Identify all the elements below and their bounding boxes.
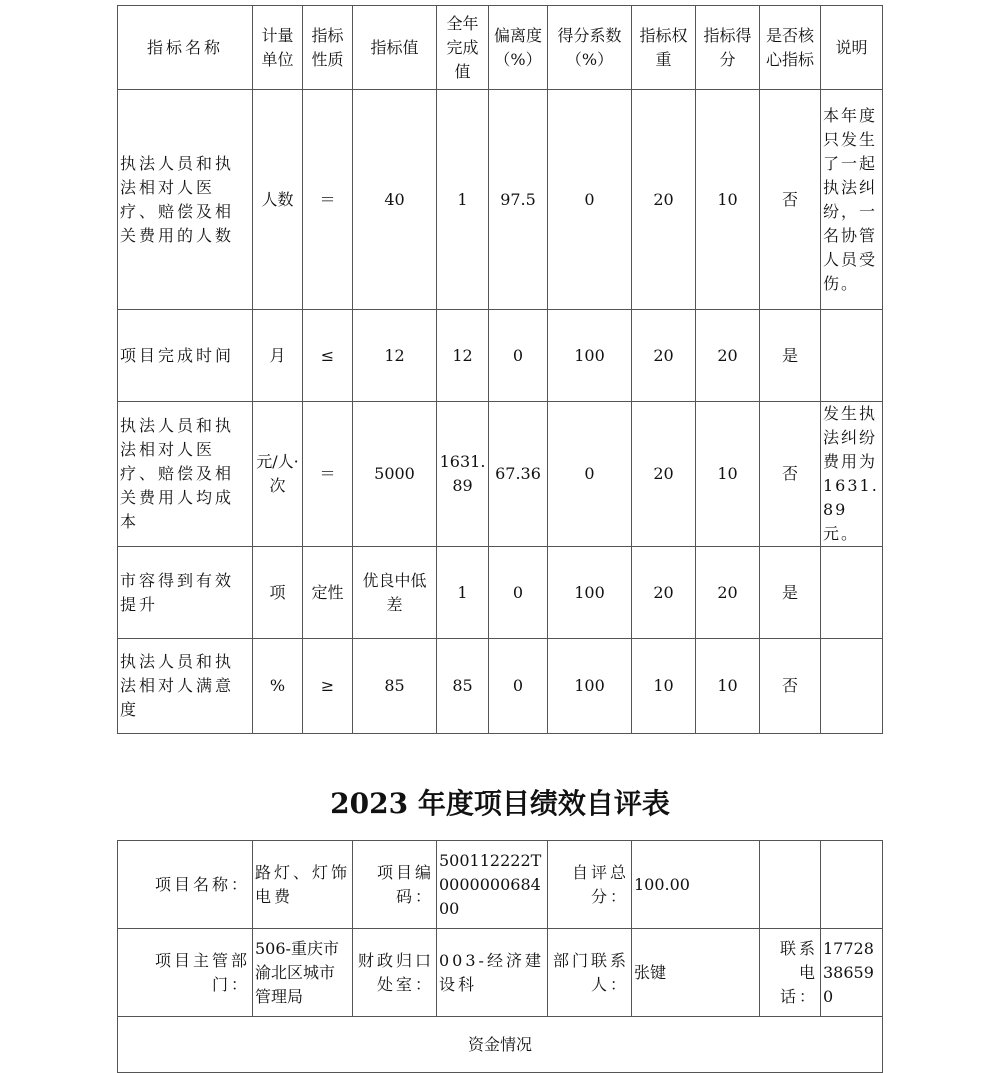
score-cell: 10 <box>696 90 760 310</box>
project-name-value: 路灯、灯饰电费 <box>253 841 353 929</box>
target-value-cell: 85 <box>353 639 437 734</box>
header-unit: 计量单位 <box>253 6 303 90</box>
finance-office-label: 财政归口处室： <box>353 929 437 1017</box>
department-label: 项目主管部门： <box>118 929 253 1017</box>
table-row <box>118 547 883 639</box>
phone-label: 联系电话： <box>760 929 821 1017</box>
note-cell <box>821 639 883 734</box>
funds-heading-row <box>118 1017 883 1073</box>
actual-value-cell: 1631.89 <box>437 402 489 547</box>
table-row <box>118 310 883 402</box>
indicator-name-cell: 执法人员和执法相对人医疗、赔偿及相关费用人均成本 <box>118 402 253 547</box>
unit-cell: 元/人·次 <box>253 402 303 547</box>
table-row <box>118 90 883 310</box>
core-indicator-cell: 否 <box>760 90 821 310</box>
table-row <box>118 639 883 734</box>
header-score-coefficient: 得分系数（%） <box>548 6 632 90</box>
project-info-table <box>117 840 883 1073</box>
actual-value-cell: 12 <box>437 310 489 402</box>
header-target-value: 指标值 <box>353 6 437 90</box>
finance-office-value: 003-经济建设科 <box>437 929 548 1017</box>
actual-value-cell: 85 <box>437 639 489 734</box>
score-cell: 20 <box>696 547 760 639</box>
header-score: 指标得分 <box>696 6 760 90</box>
project-code-label: 项目编码： <box>353 841 437 929</box>
unit-cell: 月 <box>253 310 303 402</box>
project-code-value: 500112222T000000068400 <box>437 841 548 929</box>
score-cell: 10 <box>696 402 760 547</box>
note-cell <box>821 310 883 402</box>
indicator-name-cell: 执法人员和执法相对人满意度 <box>118 639 253 734</box>
self-score-label: 自评总分： <box>548 841 632 929</box>
target-value-cell: 12 <box>353 310 437 402</box>
table-row <box>118 402 883 547</box>
department-value: 506-重庆市渝北区城市管理局 <box>253 929 353 1017</box>
deviation-cell: 0 <box>489 639 548 734</box>
deviation-cell: 97.5 <box>489 90 548 310</box>
header-note: 说明 <box>821 6 883 90</box>
actual-value-cell: 1 <box>437 90 489 310</box>
self-score-value: 100.00 <box>632 841 760 929</box>
note-cell: 发生执法纠纷费用为1631.89元。 <box>821 402 883 547</box>
nature-cell: ＝ <box>303 402 353 547</box>
score-cell: 10 <box>696 639 760 734</box>
nature-cell: ≤ <box>303 310 353 402</box>
weight-cell: 20 <box>632 547 696 639</box>
weight-cell: 10 <box>632 639 696 734</box>
core-indicator-cell: 否 <box>760 402 821 547</box>
deviation-cell: 0 <box>489 310 548 402</box>
indicator-name-cell: 执法人员和执法相对人医疗、赔偿及相关费用的人数 <box>118 90 253 310</box>
target-value-cell: 优良中低差 <box>353 547 437 639</box>
header-nature: 指标性质 <box>303 6 353 90</box>
coefficient-cell: 0 <box>548 90 632 310</box>
core-indicator-cell: 是 <box>760 310 821 402</box>
indicator-table <box>117 5 883 734</box>
weight-cell: 20 <box>632 310 696 402</box>
phone-value: 17728386590 <box>821 929 883 1017</box>
nature-cell: 定性 <box>303 547 353 639</box>
target-value-cell: 5000 <box>353 402 437 547</box>
contact-value: 张键 <box>632 929 760 1017</box>
core-indicator-cell: 是 <box>760 547 821 639</box>
funds-heading: 资金情况 <box>118 1017 883 1073</box>
header-core-indicator: 是否核心指标 <box>760 6 821 90</box>
weight-cell: 20 <box>632 90 696 310</box>
unit-cell: 人数 <box>253 90 303 310</box>
note-cell: 本年度只发生了一起执法纠纷，一名协管人员受伤。 <box>821 90 883 310</box>
core-indicator-cell: 否 <box>760 639 821 734</box>
project-name-label: 项目名称： <box>118 841 253 929</box>
coefficient-cell: 0 <box>548 402 632 547</box>
actual-value-cell: 1 <box>437 547 489 639</box>
header-indicator-name: 指标名称 <box>118 6 253 90</box>
deviation-cell: 0 <box>489 547 548 639</box>
coefficient-cell: 100 <box>548 310 632 402</box>
header-deviation: 偏离度（%） <box>489 6 548 90</box>
indicator-header-row <box>118 6 883 90</box>
empty-cell <box>760 841 821 929</box>
unit-cell: % <box>253 639 303 734</box>
contact-label: 部门联系人： <box>548 929 632 1017</box>
indicator-name-cell: 项目完成时间 <box>118 310 253 402</box>
coefficient-cell: 100 <box>548 639 632 734</box>
nature-cell: ≥ <box>303 639 353 734</box>
nature-cell: ＝ <box>303 90 353 310</box>
deviation-cell: 67.36 <box>489 402 548 547</box>
score-cell: 20 <box>696 310 760 402</box>
project-row-1 <box>118 841 883 929</box>
indicator-name-cell: 市容得到有效提升 <box>118 547 253 639</box>
header-actual-value: 全年完成值 <box>437 6 489 90</box>
weight-cell: 20 <box>632 402 696 547</box>
note-cell <box>821 547 883 639</box>
empty-cell <box>821 841 883 929</box>
coefficient-cell: 100 <box>548 547 632 639</box>
unit-cell: 项 <box>253 547 303 639</box>
header-weight: 指标权重 <box>632 6 696 90</box>
target-value-cell: 40 <box>353 90 437 310</box>
project-row-2 <box>118 929 883 1017</box>
form-title: 2023 年度项目绩效自评表 <box>330 787 670 820</box>
